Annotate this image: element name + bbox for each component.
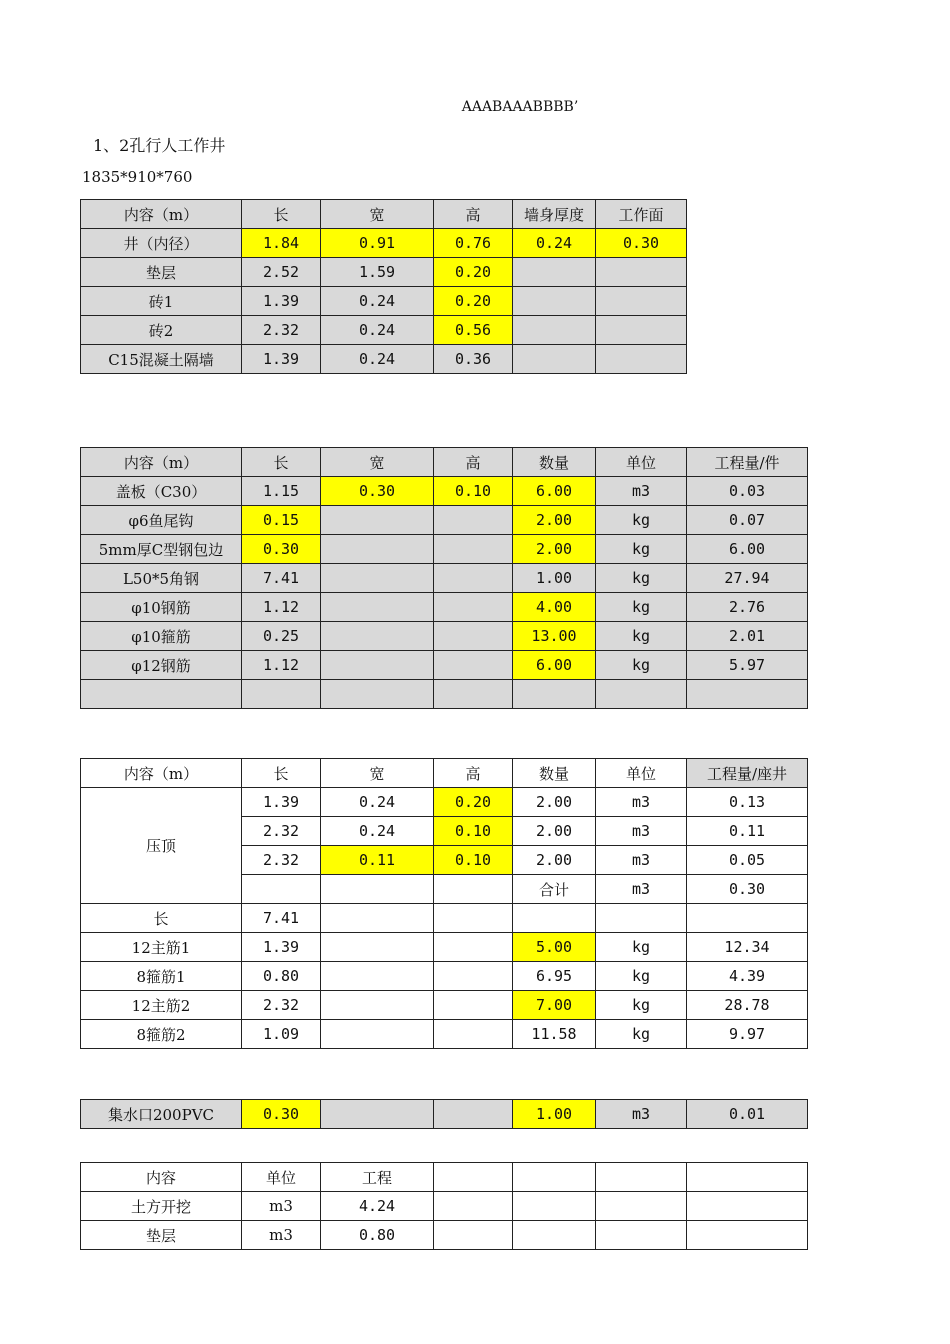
value-cell <box>321 1020 434 1049</box>
value-cell: 27.94 <box>687 564 808 593</box>
header-cell: 宽 <box>321 448 434 477</box>
header-row <box>81 1163 808 1192</box>
cover-plate-table <box>80 447 808 709</box>
value-cell <box>596 287 687 316</box>
value-cell: 1.39 <box>242 287 321 316</box>
value-cell: 1.39 <box>242 345 321 374</box>
input-cell[interactable]: 2.00 <box>513 506 596 535</box>
value-cell: 0.36 <box>434 345 513 374</box>
value-cell: 2.00 <box>513 817 596 846</box>
value-cell <box>513 904 596 933</box>
table-row <box>81 506 808 535</box>
row-label-cell: 垫层 <box>81 258 242 287</box>
value-cell: 0.80 <box>242 962 321 991</box>
input-cell[interactable]: 0.10 <box>434 846 513 875</box>
value-cell: 28.78 <box>687 991 808 1020</box>
value-cell: 2.00 <box>513 788 596 817</box>
header-row <box>81 759 808 788</box>
input-cell[interactable]: 2.00 <box>513 535 596 564</box>
header-row <box>81 200 687 229</box>
header-cell <box>434 1163 513 1192</box>
value-cell: 0.24 <box>321 287 434 316</box>
row-label-cell: φ10钢筋 <box>81 593 242 622</box>
table-row <box>81 593 808 622</box>
row-label-cell: 砖2 <box>81 316 242 345</box>
input-cell[interactable]: 0.24 <box>513 229 596 258</box>
value-cell: kg <box>596 593 687 622</box>
value-cell: 4.24 <box>321 1192 434 1221</box>
value-cell: 6.00 <box>687 535 808 564</box>
table-row <box>81 1020 808 1049</box>
row-label-cell: 土方开挖 <box>81 1192 242 1221</box>
table-row <box>81 258 687 287</box>
value-cell: 2.00 <box>513 846 596 875</box>
input-cell[interactable]: 4.00 <box>513 593 596 622</box>
value-cell: kg <box>596 506 687 535</box>
value-cell: 1.12 <box>242 593 321 622</box>
total-label-cell: 合计 <box>513 875 596 904</box>
table-row <box>81 788 808 817</box>
row-label-cell: 8箍筋1 <box>81 962 242 991</box>
value-cell: kg <box>596 622 687 651</box>
value-cell: 0.01 <box>687 1100 808 1129</box>
row-label-cell: L50*5角钢 <box>81 564 242 593</box>
input-cell[interactable]: 0.10 <box>434 477 513 506</box>
table-row <box>81 1192 808 1221</box>
value-cell <box>321 962 434 991</box>
page-header: AAABAAABBBB’ <box>461 99 579 115</box>
value-cell: 1.09 <box>242 1020 321 1049</box>
input-cell[interactable]: 0.30 <box>596 229 687 258</box>
header-cell: 宽 <box>321 200 434 229</box>
value-cell <box>321 622 434 651</box>
row-label-cell: C15混凝土隔墙 <box>81 345 242 374</box>
header-cell <box>687 1163 808 1192</box>
value-cell <box>321 875 434 904</box>
value-cell: 0.05 <box>687 846 808 875</box>
table-row <box>81 229 687 258</box>
value-cell <box>596 345 687 374</box>
dimensions-label: 1835*910*760 <box>82 168 193 186</box>
table-row <box>81 1100 808 1129</box>
table-row <box>81 904 808 933</box>
table-row <box>81 933 808 962</box>
row-label-cell: 盖板（C30） <box>81 477 242 506</box>
value-cell: kg <box>596 651 687 680</box>
table-row <box>81 345 687 374</box>
value-cell <box>321 933 434 962</box>
value-cell: m3 <box>596 1100 687 1129</box>
value-cell <box>434 991 513 1020</box>
summary-table <box>80 1162 808 1250</box>
value-cell <box>596 316 687 345</box>
input-cell[interactable]: 6.00 <box>513 477 596 506</box>
value-cell <box>596 1192 687 1221</box>
table-row <box>81 622 808 651</box>
header-cell: 长 <box>242 200 321 229</box>
value-cell: 1.39 <box>242 788 321 817</box>
value-cell: m3 <box>596 788 687 817</box>
row-label-cell: 8箍筋2 <box>81 1020 242 1049</box>
input-cell[interactable]: 0.76 <box>434 229 513 258</box>
value-cell <box>434 564 513 593</box>
input-cell[interactable]: 5.00 <box>513 933 596 962</box>
value-cell: 0.07 <box>687 506 808 535</box>
value-cell: m3 <box>242 1221 321 1250</box>
value-cell: 2.76 <box>687 593 808 622</box>
value-cell <box>434 506 513 535</box>
value-cell: 0.13 <box>687 788 808 817</box>
value-cell <box>513 316 596 345</box>
row-label-cell: φ10箍筋 <box>81 622 242 651</box>
header-cell: 长 <box>242 759 321 788</box>
value-cell: 2.32 <box>242 846 321 875</box>
value-cell: 11.58 <box>513 1020 596 1049</box>
value-cell <box>434 1221 513 1250</box>
header-cell: 工程量/座井 <box>687 759 808 788</box>
header-cell: 内容（m） <box>81 200 242 229</box>
header-cell: 工作面 <box>596 200 687 229</box>
value-cell: m3 <box>596 875 687 904</box>
value-cell <box>513 258 596 287</box>
group-label-cell: 压顶 <box>81 788 242 904</box>
value-cell: 0.24 <box>321 817 434 846</box>
table-row <box>81 991 808 1020</box>
capping-table <box>80 758 808 1049</box>
header-cell: 单位 <box>596 448 687 477</box>
input-cell[interactable]: 1.84 <box>242 229 321 258</box>
value-cell: 1.00 <box>513 564 596 593</box>
row-label-cell <box>81 680 242 709</box>
value-cell: 6.95 <box>513 962 596 991</box>
value-cell <box>434 1100 513 1129</box>
input-cell[interactable]: 0.10 <box>434 817 513 846</box>
value-cell <box>321 535 434 564</box>
header-cell: 内容（m） <box>81 448 242 477</box>
input-cell[interactable]: 0.15 <box>242 506 321 535</box>
value-cell: 5.97 <box>687 651 808 680</box>
section-title: 1、2孔行人工作井 <box>93 136 226 155</box>
table-row <box>81 535 808 564</box>
value-cell <box>321 564 434 593</box>
header-cell: 单位 <box>596 759 687 788</box>
value-cell <box>596 680 687 709</box>
well-dimensions-table <box>80 199 687 374</box>
value-cell <box>434 904 513 933</box>
table-row <box>81 651 808 680</box>
input-cell[interactable]: 0.30 <box>321 477 434 506</box>
header-cell <box>596 1163 687 1192</box>
value-cell: 4.39 <box>687 962 808 991</box>
value-cell: m3 <box>242 1192 321 1221</box>
input-cell[interactable]: 0.20 <box>434 287 513 316</box>
table-row <box>81 316 687 345</box>
value-cell: kg <box>596 564 687 593</box>
input-cell[interactable]: 6.00 <box>513 651 596 680</box>
input-cell[interactable]: 0.91 <box>321 229 434 258</box>
value-cell: 1.59 <box>321 258 434 287</box>
value-cell <box>434 622 513 651</box>
value-cell <box>321 1100 434 1129</box>
row-label-cell: 砖1 <box>81 287 242 316</box>
value-cell <box>434 1192 513 1221</box>
value-cell: 2.32 <box>242 817 321 846</box>
input-cell[interactable]: 1.00 <box>513 1100 596 1129</box>
value-cell: 2.32 <box>242 991 321 1020</box>
value-cell <box>321 904 434 933</box>
value-cell: 0.80 <box>321 1221 434 1250</box>
value-cell: kg <box>596 1020 687 1049</box>
input-cell[interactable]: 13.00 <box>513 622 596 651</box>
value-cell: 0.25 <box>242 622 321 651</box>
header-cell: 内容（m） <box>81 759 242 788</box>
value-cell <box>242 875 321 904</box>
input-cell[interactable]: 0.56 <box>434 316 513 345</box>
header-cell <box>513 1163 596 1192</box>
value-cell <box>321 593 434 622</box>
value-cell <box>596 1221 687 1250</box>
value-cell: 12.34 <box>687 933 808 962</box>
value-cell: m3 <box>596 817 687 846</box>
input-cell[interactable]: 0.20 <box>434 788 513 817</box>
input-cell[interactable]: 7.00 <box>513 991 596 1020</box>
value-cell <box>434 535 513 564</box>
value-cell: 1.39 <box>242 933 321 962</box>
row-label-cell: φ12钢筋 <box>81 651 242 680</box>
input-cell[interactable]: 0.30 <box>242 1100 321 1129</box>
header-cell: 长 <box>242 448 321 477</box>
row-label-cell: 集水口200PVC <box>81 1100 242 1129</box>
value-cell <box>513 1221 596 1250</box>
value-cell <box>513 1192 596 1221</box>
value-cell <box>321 680 434 709</box>
value-cell: 2.32 <box>242 316 321 345</box>
value-cell <box>687 1192 808 1221</box>
value-cell <box>321 991 434 1020</box>
header-cell: 单位 <box>242 1163 321 1192</box>
value-cell: 2.01 <box>687 622 808 651</box>
value-cell <box>321 651 434 680</box>
value-cell: 7.41 <box>242 904 321 933</box>
header-cell: 高 <box>434 448 513 477</box>
value-cell <box>596 904 687 933</box>
value-cell <box>434 651 513 680</box>
value-cell: 7.41 <box>242 564 321 593</box>
drain-inlet-table <box>80 1099 808 1129</box>
value-cell <box>596 258 687 287</box>
value-cell: 0.24 <box>321 316 434 345</box>
value-cell: kg <box>596 535 687 564</box>
value-cell: 0.03 <box>687 477 808 506</box>
table-row <box>81 287 687 316</box>
header-cell: 高 <box>434 759 513 788</box>
table-row <box>81 1221 808 1250</box>
value-cell: m3 <box>596 477 687 506</box>
value-cell <box>513 345 596 374</box>
value-cell: 1.12 <box>242 651 321 680</box>
header-cell: 工程 <box>321 1163 434 1192</box>
value-cell: 1.15 <box>242 477 321 506</box>
input-cell[interactable]: 0.11 <box>321 846 434 875</box>
value-cell: m3 <box>596 846 687 875</box>
value-cell: kg <box>596 991 687 1020</box>
value-cell <box>513 287 596 316</box>
row-label-cell: 井（内径） <box>81 229 242 258</box>
row-label-cell: 长 <box>81 904 242 933</box>
value-cell: 2.52 <box>242 258 321 287</box>
value-cell: 0.11 <box>687 817 808 846</box>
row-label-cell: φ6鱼尾钩 <box>81 506 242 535</box>
value-cell: 9.97 <box>687 1020 808 1049</box>
value-cell <box>687 1221 808 1250</box>
value-cell <box>513 680 596 709</box>
row-label-cell: 12主筋1 <box>81 933 242 962</box>
input-cell[interactable]: 0.20 <box>434 258 513 287</box>
value-cell <box>242 680 321 709</box>
header-cell: 工程量/件 <box>687 448 808 477</box>
value-cell <box>434 680 513 709</box>
value-cell <box>434 875 513 904</box>
input-cell[interactable]: 0.30 <box>242 535 321 564</box>
table-row <box>81 680 808 709</box>
header-cell: 宽 <box>321 759 434 788</box>
value-cell <box>687 680 808 709</box>
value-cell: 0.24 <box>321 788 434 817</box>
table-row <box>81 564 808 593</box>
value-cell: kg <box>596 933 687 962</box>
value-cell <box>687 904 808 933</box>
value-cell <box>321 506 434 535</box>
value-cell: kg <box>596 962 687 991</box>
header-cell: 高 <box>434 200 513 229</box>
value-cell: 0.24 <box>321 345 434 374</box>
table-row <box>81 962 808 991</box>
value-cell <box>434 933 513 962</box>
header-cell: 数量 <box>513 448 596 477</box>
row-label-cell: 5mm厚C型钢包边 <box>81 535 242 564</box>
header-cell: 数量 <box>513 759 596 788</box>
value-cell <box>434 1020 513 1049</box>
value-cell: 0.30 <box>687 875 808 904</box>
header-row <box>81 448 808 477</box>
header-cell: 墙身厚度 <box>513 200 596 229</box>
value-cell <box>434 962 513 991</box>
value-cell <box>434 593 513 622</box>
header-cell: 内容 <box>81 1163 242 1192</box>
row-label-cell: 垫层 <box>81 1221 242 1250</box>
row-label-cell: 12主筋2 <box>81 991 242 1020</box>
table-row <box>81 477 808 506</box>
